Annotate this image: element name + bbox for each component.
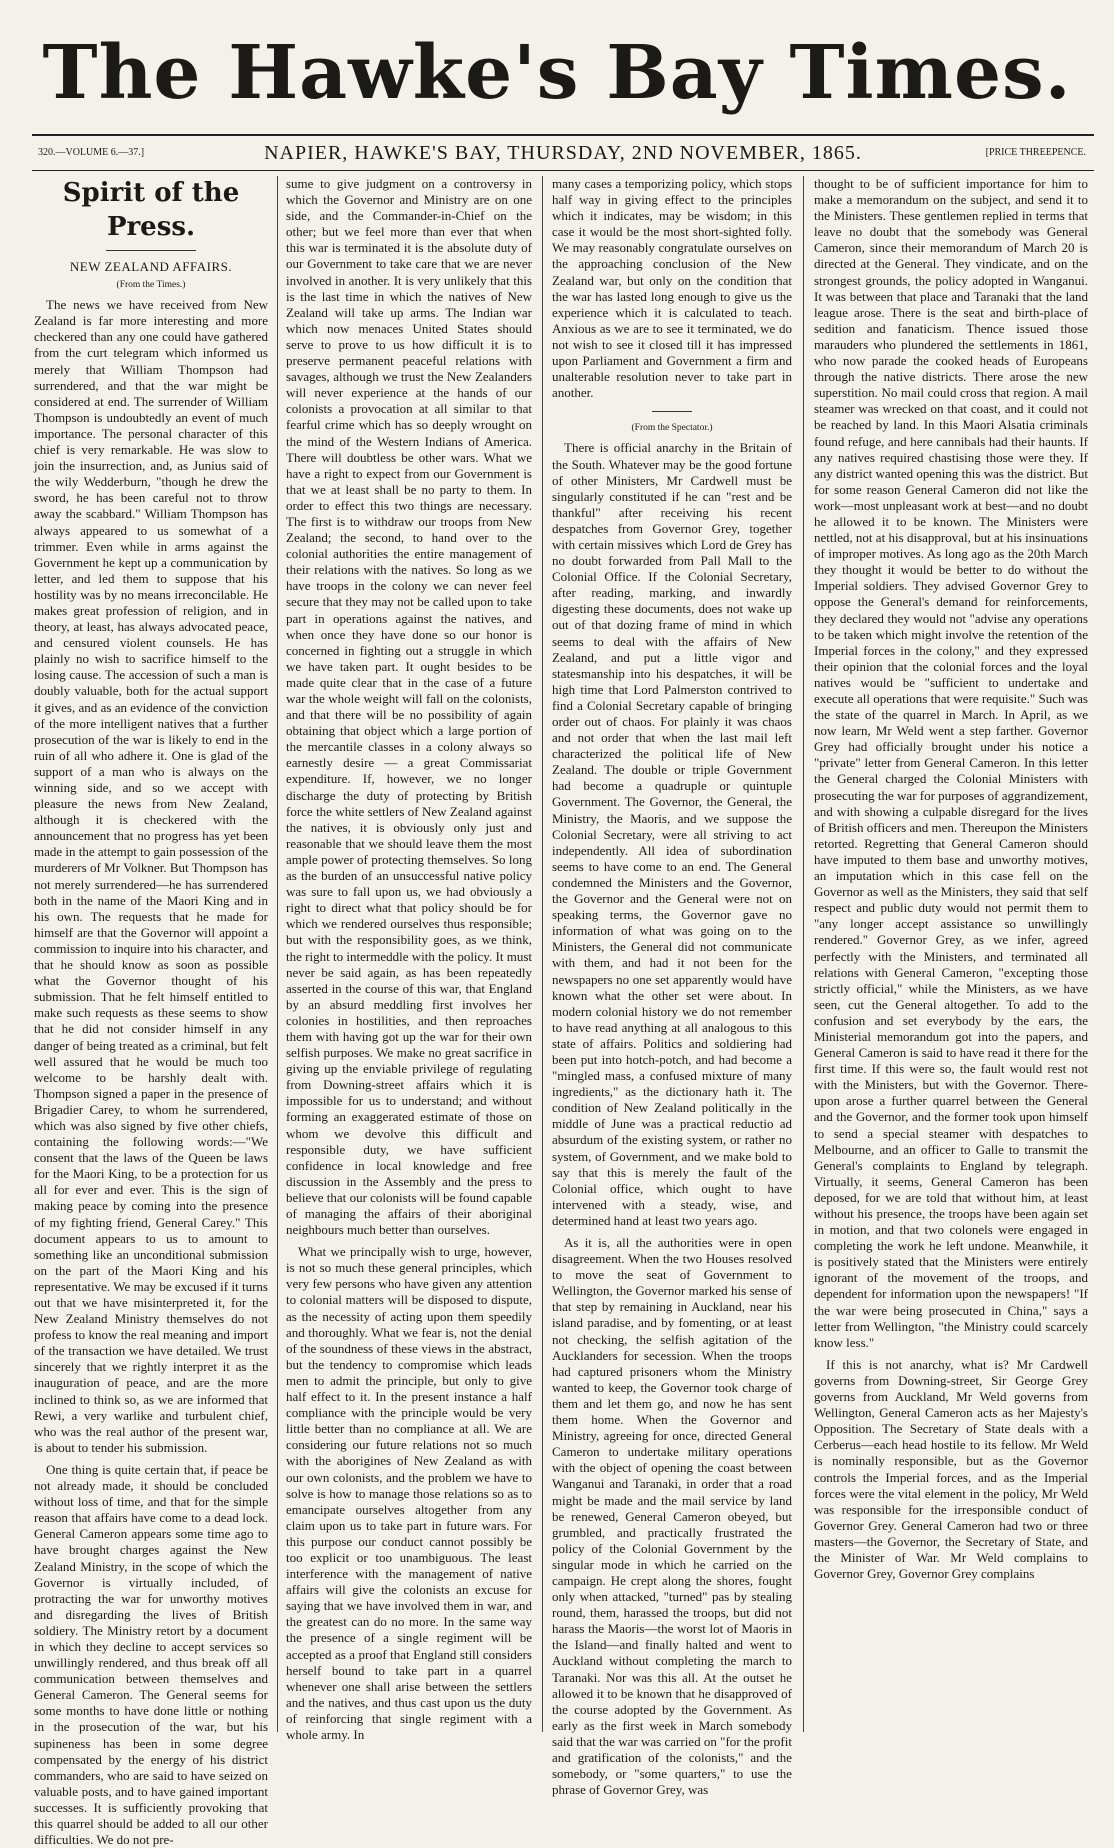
paragraph: One thing is quite certain that, if peace be not already made, it should be concluded without loss of time, and that for the simple reason that affairs have come to a dead lock. General Cameron appears some time ago to have brought charges against the New Zealand Ministry, in the scope of which the Governor is virtually included, of protracting the war for unworthy motives and disregarding the lives of British soldiery. The Ministry retort by a document in which they decline to accept services so unwillingly rendered, and thus break off all communication between themselves and General Cameron. The General seems for some months to have done little or nothing in the prosecution of the war, but his supineness has been in some degree compensated by the energy of his district commanders, who are said to have seized on valuable posts, and to have gained important successes. It is sufficiently provoking that this quarrel should be added to all our other difficulties. We do not pre- — [34, 1461, 268, 1848]
column-1 — [34, 176, 268, 1848]
source-credit: (From the Times.) — [116, 280, 186, 291]
column-divider — [277, 176, 278, 1732]
volume-number: 320.—VOLUME 6.—37.] — [38, 147, 145, 158]
divider — [106, 250, 196, 251]
article-title: NEW ZEALAND AFFAIRS. — [69, 259, 233, 274]
paragraph: thought to be of sufficient importance for him to make a memorandum on the subject, and send it to the Ministers. These gentlemen replied in terms that leave no doubt that the somebody was General Cameron, since their memorandum of March 20 is directed at the General. They vindicate, and on the strongest grounds, the policy adopted in Wanganui. It was between that place and Taranaki that the land league arose. There is the seat and birth-place of sedition and fanaticism. Thence issued those marauders who plundered the settlements in 1861, who now parade the cooked heads of Europeans through the native districts. There arose the new superstition. No mail could cross that region. A mail steamer was wrecked on that coast, and it could not be reached by land. In this Maori Alsatia criminals found refuge, and here cannibals had their haunts. If any natives required chastising those were they. If any district wanted opening this was the district. But for some reason General Cameron did not like the work—most unpleasant work at best—and no doubt he allowed it to be known. The Ministers were nettled, not at his disapproval, but at his insinuations of improper motives. As long ago as the 20th March they thought it would be better to do without the Imperial soldiers. They advised Governor Grey to oppose the General's demand for reinforcements, they declared they would not "advise any operations to be taken which might involve the retention of the Imperial forces in the colony," and they expressed their opinion that the colonial forces and the loyal natives would be "sufficient to undertake and execute all operations that were requisite." Such was the state of the quarrel in March. In April, as we now learn, Mr Weld went a step farther. Governor Grey had officially brought under his notice a "private" letter from General Cameron. In this letter the General charged the Colonial Ministers with prosecuting the war for purposes of aggrandizement, and with showing a culpable disregard for the lives of British officers and men. Thereupon the Ministers retorted. Regretting that General Cameron should have imputed to them base and unworthy motives, an imputation which in this case fell on the Governor as well as the Ministers, they said that self respect and public duty would not permit them to "any longer accept assistance so unwillingly rendered." Governor Grey, as we infer, agreed perfectly with the Ministers, and terminated all relations with General Cameron, "excepting those strictly official," while the Ministers, as we have seen, cut the General altogether. To add to the confusion and set everybody by the ears, the Ministerial memorandum got into the papers, and General Cameron is said to have read it there for the first time. If this were so, the fault would rest not with the Ministers, but with the Governor. There-upon arose a further quarrel between the General and the Governor, and the former took upon himself to send a special steamer with despatches to Melbourne, and an officer to Galle to transmit the General's complaints to England by telegraph. Virtually, it seems, General Cameron has been deposed, for we are told that without him, at least without his presence, the troops have been again set in motion, and that two colonels were engaged in completing the work he left undone. Meanwhile, it is positively stated that the Ministers were entirely ignorant of the movement of the troops, and dependent for information upon the newspapers! "If the war were being prosecuted in China," says a letter from Wellington, "the Ministry could scarcely know less." — [814, 176, 1088, 1350]
column-2 — [286, 176, 532, 1742]
paragraph: sume to give judgment on a controversy in which the Governor and Ministry are on one side, and the Commander-in-Chief on the other; but we feel more than ever that when this war is terminated it is the absolute duty of our Government to take care that we are never involved in another. It is very unlikely that this is the last time in which the natives of New Zealand will take up arms. The Indian war which now menaces United States should serve to prove to us how difficult it is to preserve permanent peaceful relations with savages, although we trust the New Zealanders will never experience at the hands of our colonists a provocation at all similar to that fearful crime which has so deeply wrought on the mind of the Western Indians of America. There will doubtless be other wars. What we have a right to expect from our Government is that we at least shall be no party to them. In order to effect this two things are necessary. The first is to withdraw our troops from New Zealand; the second, to hand over to the colonial authorities the entire management of their relations with the natives. So long as we have troops in the colony we can never feel secure that they may not be called upon to take part in operations against the natives, and when once they have done so our honor is concerned in fighting out a struggle in which we have taken part. It ought besides to be made quite clear that in the case of a future war the whole weight will fall on the colonists, and that there will be no possibility of again obtaining that object which a large portion of the mercantile classes in a colony always so earnestly desire — a great Commissariat expenditure. If, however, we no longer discharge the duty of protecting by British force the white settlers of New Zealand against the natives, it is obviously only just and reasonable that we should leave them the most ample power of protecting themselves. So long as the burden of an unsuccessful native policy was sure to fall upon us, we had obviously a right to direct what that policy should be for which we rendered ourselves thus responsible; but with the responsibility goes, as we think, the right to intermeddle with the policy. It must never be said again, as has been repeatedly asserted in the course of this war, that England by an absurd meddling first involves her colonies in hostilities, and then reproaches them with having got up the war for their own selfish purposes. We make no great sacrifice in giving up the enviable privilege of regulating from Downing-street affairs which it is impossible for us to understand; and without forming an exaggerated estimate of those on whom we devolve this difficult and responsible duty, we have sufficient confidence in local knowledge and free discussion in the Assembly and the press to believe that our colonists will be found capable of managing the affairs of their aboriginal neighbours much better than ourselves. — [286, 176, 532, 1238]
paragraph: many cases a temporizing policy, which stops half way in giving effect to the principles which it indicates, may be wisdom; in this case it would be the most short-sighted folly. We may reasonably congratulate ourselves on the approaching conclusion of the New Zealand war, but only on the condition that the war has lasted long enough to give us the experience which it is calculated to teach. Anxious as we are to see it terminated, we do not wish to see it closed till it has impressed upon Parliament and Government a firm and unalterable resolution never to take part in another. — [552, 176, 792, 401]
column-3 — [552, 176, 792, 1798]
column-divider — [542, 176, 543, 1732]
source-credit: (From the Spectator.) — [631, 423, 713, 434]
masthead — [0, 18, 1114, 128]
divider — [652, 411, 692, 412]
paragraph: What we principally wish to urge, however, is not so much these general principles, which very few persons who have given any attention to colonial matters will be disposed to dispute, as the necessity of acting upon them speedily and thoroughly. What we fear is, not the denial of the soundness of these views in the abstract, but the tendency to compromise which leads men to admit the principle, but only to give half effect to it. In the present instance a half compliance with the principle would be very little better than no compliance at all. We are considering our future relations not so much with the aborigines of New Zealand as with our own colonists, and the problem we have to solve is how to manage those relations so as to emancipate ourselves altogether from any claim upon us to take part in future wars. For this purpose our conduct cannot possibly be too explicit or too unambiguous. The least interference with the management of native affairs will give the colonists an excuse for saying that we have involved them in war, and the greatest can do no more. In the same way the presence of a single regiment will be accepted as a proof that England still considers herself bound to take part in a quarrel whenever one shall arise between the settlers and the natives, and thus cast upon us the duty of reinforcing that single regiment with a whole army. In — [286, 1244, 532, 1742]
paragraph: As it is, all the authorities were in open disagreement. When the two Houses resolved to move the seat of Government to Wellington, the Governor marked his sense of that step by remaining in Auckland, near his island paradise, and by fomenting, or at least not checking, the selfish agitation of the Aucklanders for secession. When the troops had captured prisoners whom the Ministry wanted to keep, the Governor took charge of them and let them go, and now he has sent them home. When the Governor and Ministry, agreeing for once, directed General Cameron to undertake military operations with the object of opening the coast between Wanganui and Taranaki, in order that a road might be made and the mail service by land be renewed, General Cameron obeyed, but grumbled, and practically frustrated the policy of the Colonial Government by the singular mode in which he carried on the campaign. He crept along the shores, fought only when attacked, "turned" pas by stealing round, them, harassed the troops, but did not harass the Maoris—the worst lot of Maoris in the Island—and finally halted and went to Auckland without completing the march to Taranaki. Nor was this all. At the outset he allowed it to be known that he disapproved of the course adopted by the Government. As early as the first week in March somebody said that the war was carried on "for the profit and gratification of the colonists," and the somebody, or "some quarters," to use the phrase of Governor Grey, was — [552, 1235, 792, 1798]
paragraph: The news we have received from New Zealand is far more interesting and more checkered than any one could have gathered from the curt telegram which informed us merely that William Thompson had surrendered, and that the war might be considered at end. The surrender of William Thompson is undoubtedly an event of much importance. The personal character of this chief is very remarkable. He was slow to join the insurrection, and, as Junius said of the wily Wedderburn, "though he drew the sword, he has been careful not to throw away the scabbard." William Thompson has always appeared to us somewhat of a trimmer. Even while in arms against the Government he kept up a communication by letter, and led them to suppose that his hostility was by no means irreconcilable. He makes great profession of religion, and in theory, at least, has always advocated peace, and censured violent counsels. He has plainly no wish to sacrifice himself to the losing cause. The accession of such a man is doubly valuable, both for the actual support it gives, and as an evidence of the conviction of the more intelligent natives that a further prosecution of the war is likely to end in the ruin of all who adhere it. One is glad of the support of a man who is always on the winning side, and so we accept with pleasure the news from New Zealand, although it is checkered with the announcement that no progress has yet been made in the attempt to gain possession of the murderers of Mr Volkner. But Thompson has not merely surrendered—he has surrendered both in the name of the Maori King and in his own. The requests that he made for himself are that the Governor will appoint a commission to inquire into his character, and that he should know as soon as possible what the Governor thought of his submission. That he felt himself entitled to make such requests as these seems to show that he did not consider himself in any danger of being treated as a criminal, but felt well assured that he would be much too welcome to be harshly dealt with. Thompson signed a paper in the presence of Brigadier Carey, to whom he surrendered, which was also signed by five other chiefs, containing the following words:—"We consent that the laws of the Queen be laws for the Maori King, to be a protection for us all for ever and ever. This is the sign of making peace by coming into the presence of my fighting friend, General Carey." This document appears to us to amount to something like an unconditional submission on the part of the Maori King and his representative. We may be excused if it turns out that we have misinterpreted it, for the New Zealand Ministry themselves do not profess to know the real meaning and import of the transaction we have detailed. We trust sincerely that we rightly interpret it as the inauguration of peace, and are the more inclined to think so, as we are informed that Rewi, a very warlike and turbulent chief, who was the real author of the present war, is about to tender his submission. — [34, 297, 268, 1455]
newspaper-title: The Hawke's Bay Times. — [42, 30, 1072, 116]
section-title: Spirit of the Press. — [62, 178, 240, 242]
dateline-bar — [32, 134, 1094, 171]
price: [PRICE THREEPENCE. — [985, 147, 1086, 158]
column-4 — [814, 176, 1088, 1732]
column-divider — [803, 176, 804, 1732]
paragraph: If this is not anarchy, what is? Mr Cardwell governs from Downing-street, Sir George Grey governs from Auckland, Mr Weld governs from Wellington, General Cameron acts as her Majesty's Opposition. The Secretary of State deals with a Cerberus—each head hostile to its fellow. Mr Weld is nominally responsible, but as the Governor controls the Imperial forces, and as the Imperial forces were the vital element in the policy, Mr Weld was responsible for the irresponsible conduct of Governor Grey. General Cameron had two or three masters—the Governor, the Secretary of State, and the Minister of War. Mr Weld complains to Governor Grey, Governor Grey complains — [814, 1356, 1088, 1582]
paragraph: There is official anarchy in the Britain of the South. Whatever may be the good fortune of other Ministers, Mr Cardwell must be singularly constituted if he can "rest and be thankful" after receiving his recent despatches from Governor Grey, together with certain missives which Lord de Grey has no doubt forwarded from Pall Mall to the Colonial Office. If the Colonial Secretary, after reading, marking, and inwardly digesting these documents, does not wake up out of that dozing frame of mind in which seems to deal with the affairs of New Zealand, and put a little vigor and statesmanship into his despatches, it will be high time that Lord Palmerston contrived to find a Colonial Secretary capable of bringing order out of chaos. For plainly it was chaos and not order that when the last mail left characterized the political life of New Zealand. The double or triple Government had become a quadruple or quintuple Government. The Governor, the General, the Ministry, the Maoris, and we suppose the Colonial Secretary, were all striving to act independently. All idea of subordination seems to have come to an end. The General condemned the Ministers and the Governor, the Governor and the General were not on speaking terms, the Governor gave no information of what was going on to the Ministers, the General did not communicate with them, and had it not been for the newspapers no one set apparently would have known what the other set were about. In modern colonial history we do not remember to have read anything at all analogous to this state of affairs. Politics and soldiering had been put into hotch-potch, and had become a "mingled mass, a confused mixture of many ingredients," as the dictionary hath it. The condition of New Zealand politically in the middle of June was a practical reductio ad absurdum of the existing system, or rather no system, of Government, and we make bold to say that this is merely the fault of the Colonial office, which ought to have intervened with a steady, wise, and determined hand at least two years ago. — [552, 440, 792, 1228]
place-and-date: NAPIER, HAWKE'S BAY, THURSDAY, 2ND NOVEMBER, 1865. — [264, 142, 862, 164]
